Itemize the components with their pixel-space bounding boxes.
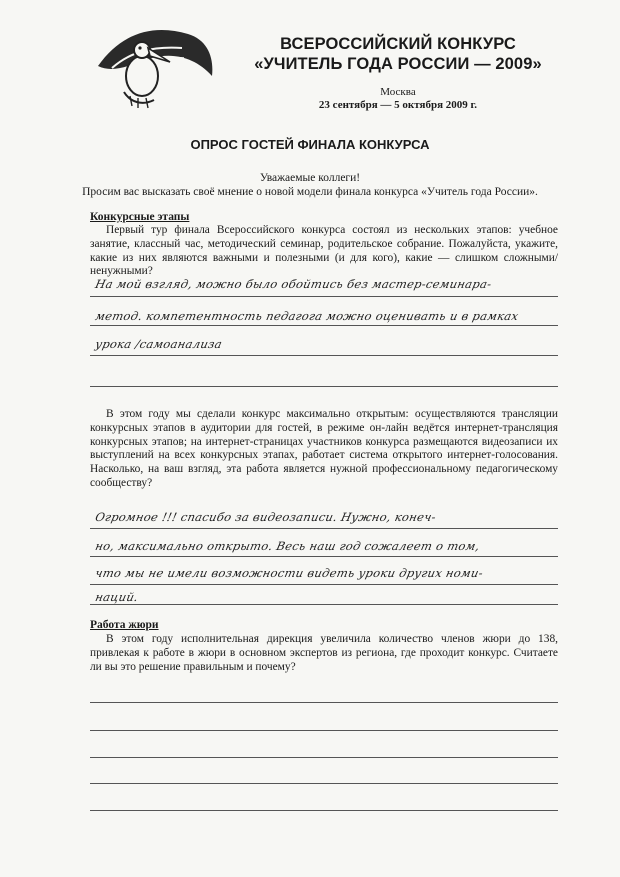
answer-line[interactable] [90, 296, 558, 297]
survey-request: Просим вас высказать своё мнение о новой модели финала конкурса «Учитель года России». [82, 186, 538, 198]
answer-line[interactable] [90, 355, 558, 356]
survey-title: ОПРОС ГОСТЕЙ ФИНАЛА КОНКУРСА [190, 137, 430, 152]
contest-title [228, 34, 568, 74]
answer-line[interactable] [90, 783, 558, 784]
pelican-emblem-icon [92, 18, 218, 114]
greeting: Уважаемые коллеги! [259, 172, 361, 184]
contest-title-line1: ВСЕРОССИЙСКИЙ КОНКУРС [280, 35, 516, 53]
answer-line[interactable] [90, 757, 558, 758]
answer-line[interactable] [90, 556, 558, 557]
section1-answer-line2: метод. компетентность педагога можно оценивать и в рамках [94, 309, 520, 323]
answer-line[interactable] [90, 604, 558, 605]
section2-answer-line2: но, максимально открыто. Весь наш год сожалеет о том, [94, 539, 482, 553]
section3-heading: Работа жюри [90, 619, 159, 631]
answer-line[interactable] [90, 584, 558, 585]
section1-question: Первый тур финала Всероссийского конкурса состоял из нескольких этапов: учебное занятие, классный час, методический семинар, родительское собрание. Пожалуйста, укажите, какие из них являются важными и полезными (и для кого), какие — слишком сложными/ненужными? [90, 224, 558, 278]
section1-heading: Конкурсные этапы [90, 211, 190, 223]
event-dates: 23 сентября — 5 октября 2009 г. [318, 99, 478, 111]
answer-line[interactable] [90, 528, 558, 529]
section1-answer-line3: урока /самоанализа [94, 337, 224, 351]
answer-line[interactable] [90, 386, 558, 387]
answer-line[interactable] [90, 702, 558, 703]
section1-answer-line1: На мой взгляд, можно было обойтись без мастер-семинара- [94, 277, 494, 291]
answer-line[interactable] [90, 810, 558, 811]
section2-answer-line1: Огромное !!! спасибо за видеозаписи. Нужно, конеч- [94, 510, 438, 524]
section3-question: В этом году исполнительная дирекция увеличила количество членов жюри до 138, привлекая к работе в жюри в основном экспертов из региона, где проходит конкурс. Считаете ли вы это решение правильным и почему? [90, 633, 558, 673]
answer-line[interactable] [90, 325, 558, 326]
answer-line[interactable] [90, 730, 558, 731]
section2-question: В этом году мы сделали конкурс максимально открытым: осуществляются трансляции конкурсных этапов в аудитории для гостей, в режиме он-лайн ведётся интернет-трансляция конкурсных этапов; на интернет-страницах участников конкурса размещаются видеозаписи их выступлений на всех конкурсных этапах, работает система открытого интернет-голосования. Насколько, на ваш взгляд, эта работа является нужной профессиональному педагогическому сообществу? [90, 408, 558, 489]
section2-answer-line4: наций. [94, 590, 140, 604]
event-city: Москва [380, 86, 416, 98]
section2-answer-line3: что мы не имели возможности видеть уроки других номи- [94, 566, 485, 580]
contest-title-line2: «УЧИТЕЛЬ ГОДА РОССИИ — 2009» [254, 55, 542, 73]
